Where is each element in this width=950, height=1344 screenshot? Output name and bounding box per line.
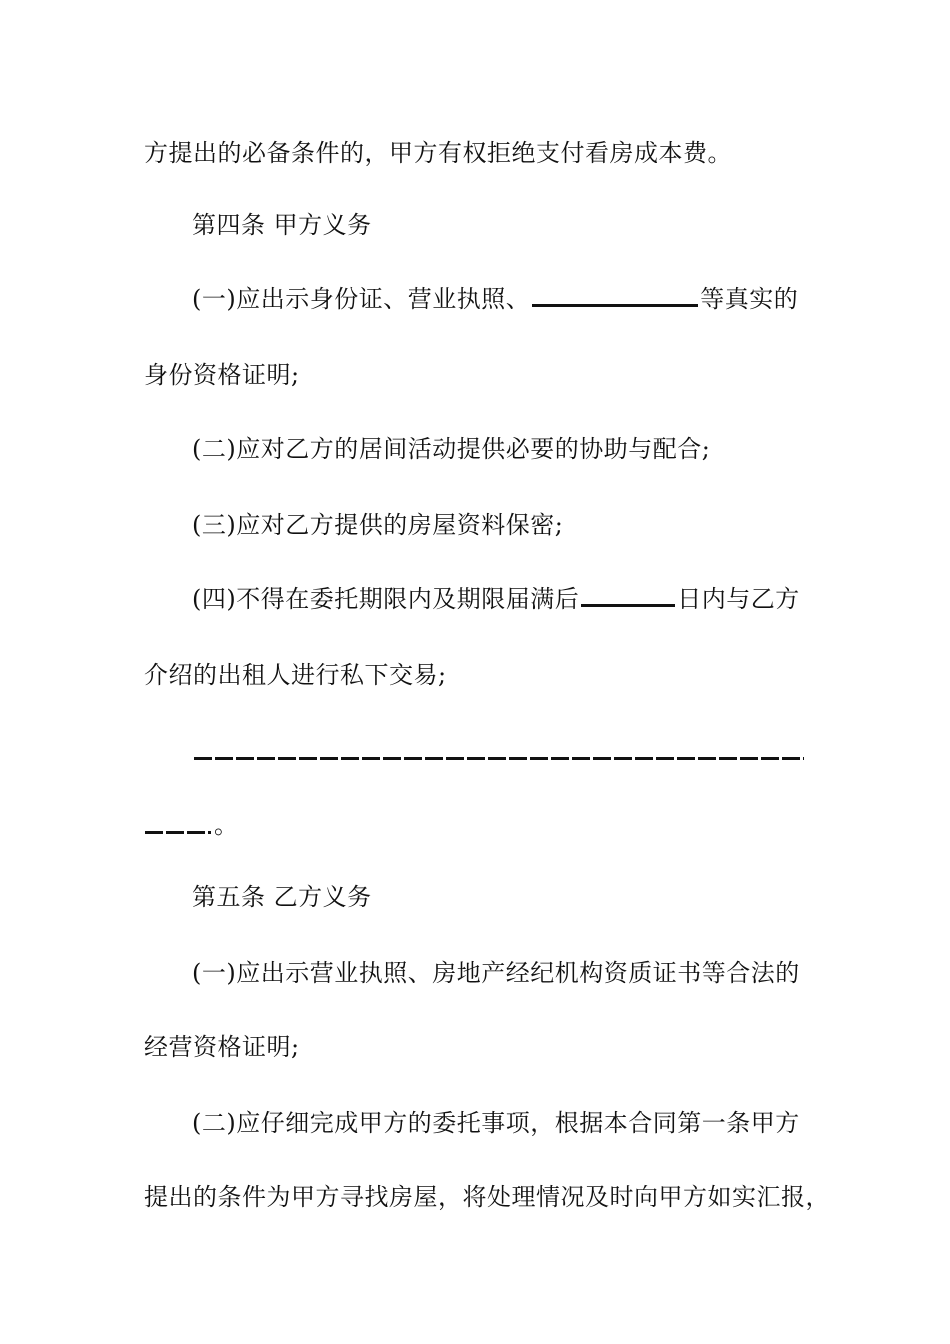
fill-blank-line <box>194 757 804 760</box>
paragraph-line: 提出的条件为甲方寻找房屋，将处理情况及时向甲方如实汇报， <box>144 1183 830 1211</box>
article-4-item-2: (二)应对乙方的居间活动提供必要的协助与配合; <box>192 435 711 463</box>
fill-blank <box>532 284 698 307</box>
article-4-item-1 <box>192 284 798 314</box>
fill-blank <box>581 584 675 607</box>
article-5-heading: 第五条 乙方义务 <box>192 883 372 911</box>
item-text: 等真实的 <box>700 285 799 313</box>
paragraph-line: 方提出的必备条件的，甲方有权拒绝支付看房成本费。 <box>144 139 732 167</box>
item-text: 日内与乙方 <box>677 585 800 613</box>
paragraph-line: 介绍的出租人进行私下交易; <box>144 661 447 689</box>
item-text: (一)应出示身份证、营业执照、 <box>192 285 531 313</box>
article-4-item-4 <box>192 584 800 614</box>
paragraph-line: 经营资格证明; <box>144 1033 300 1061</box>
fill-blank-line <box>145 831 211 834</box>
end-period: 。 <box>214 811 239 839</box>
article-4-heading: 第四条 甲方义务 <box>192 211 372 239</box>
item-text: (四)不得在委托期限内及期限届满后 <box>192 585 580 613</box>
article-4-item-3: (三)应对乙方提供的房屋资料保密; <box>192 511 564 539</box>
article-5-item-1: (一)应出示营业执照、房地产经纪机构资质证书等合法的 <box>192 959 800 987</box>
paragraph-line: 身份资格证明; <box>144 361 300 389</box>
article-5-item-2: (二)应仔细完成甲方的委托事项，根据本合同第一条甲方 <box>192 1109 800 1137</box>
